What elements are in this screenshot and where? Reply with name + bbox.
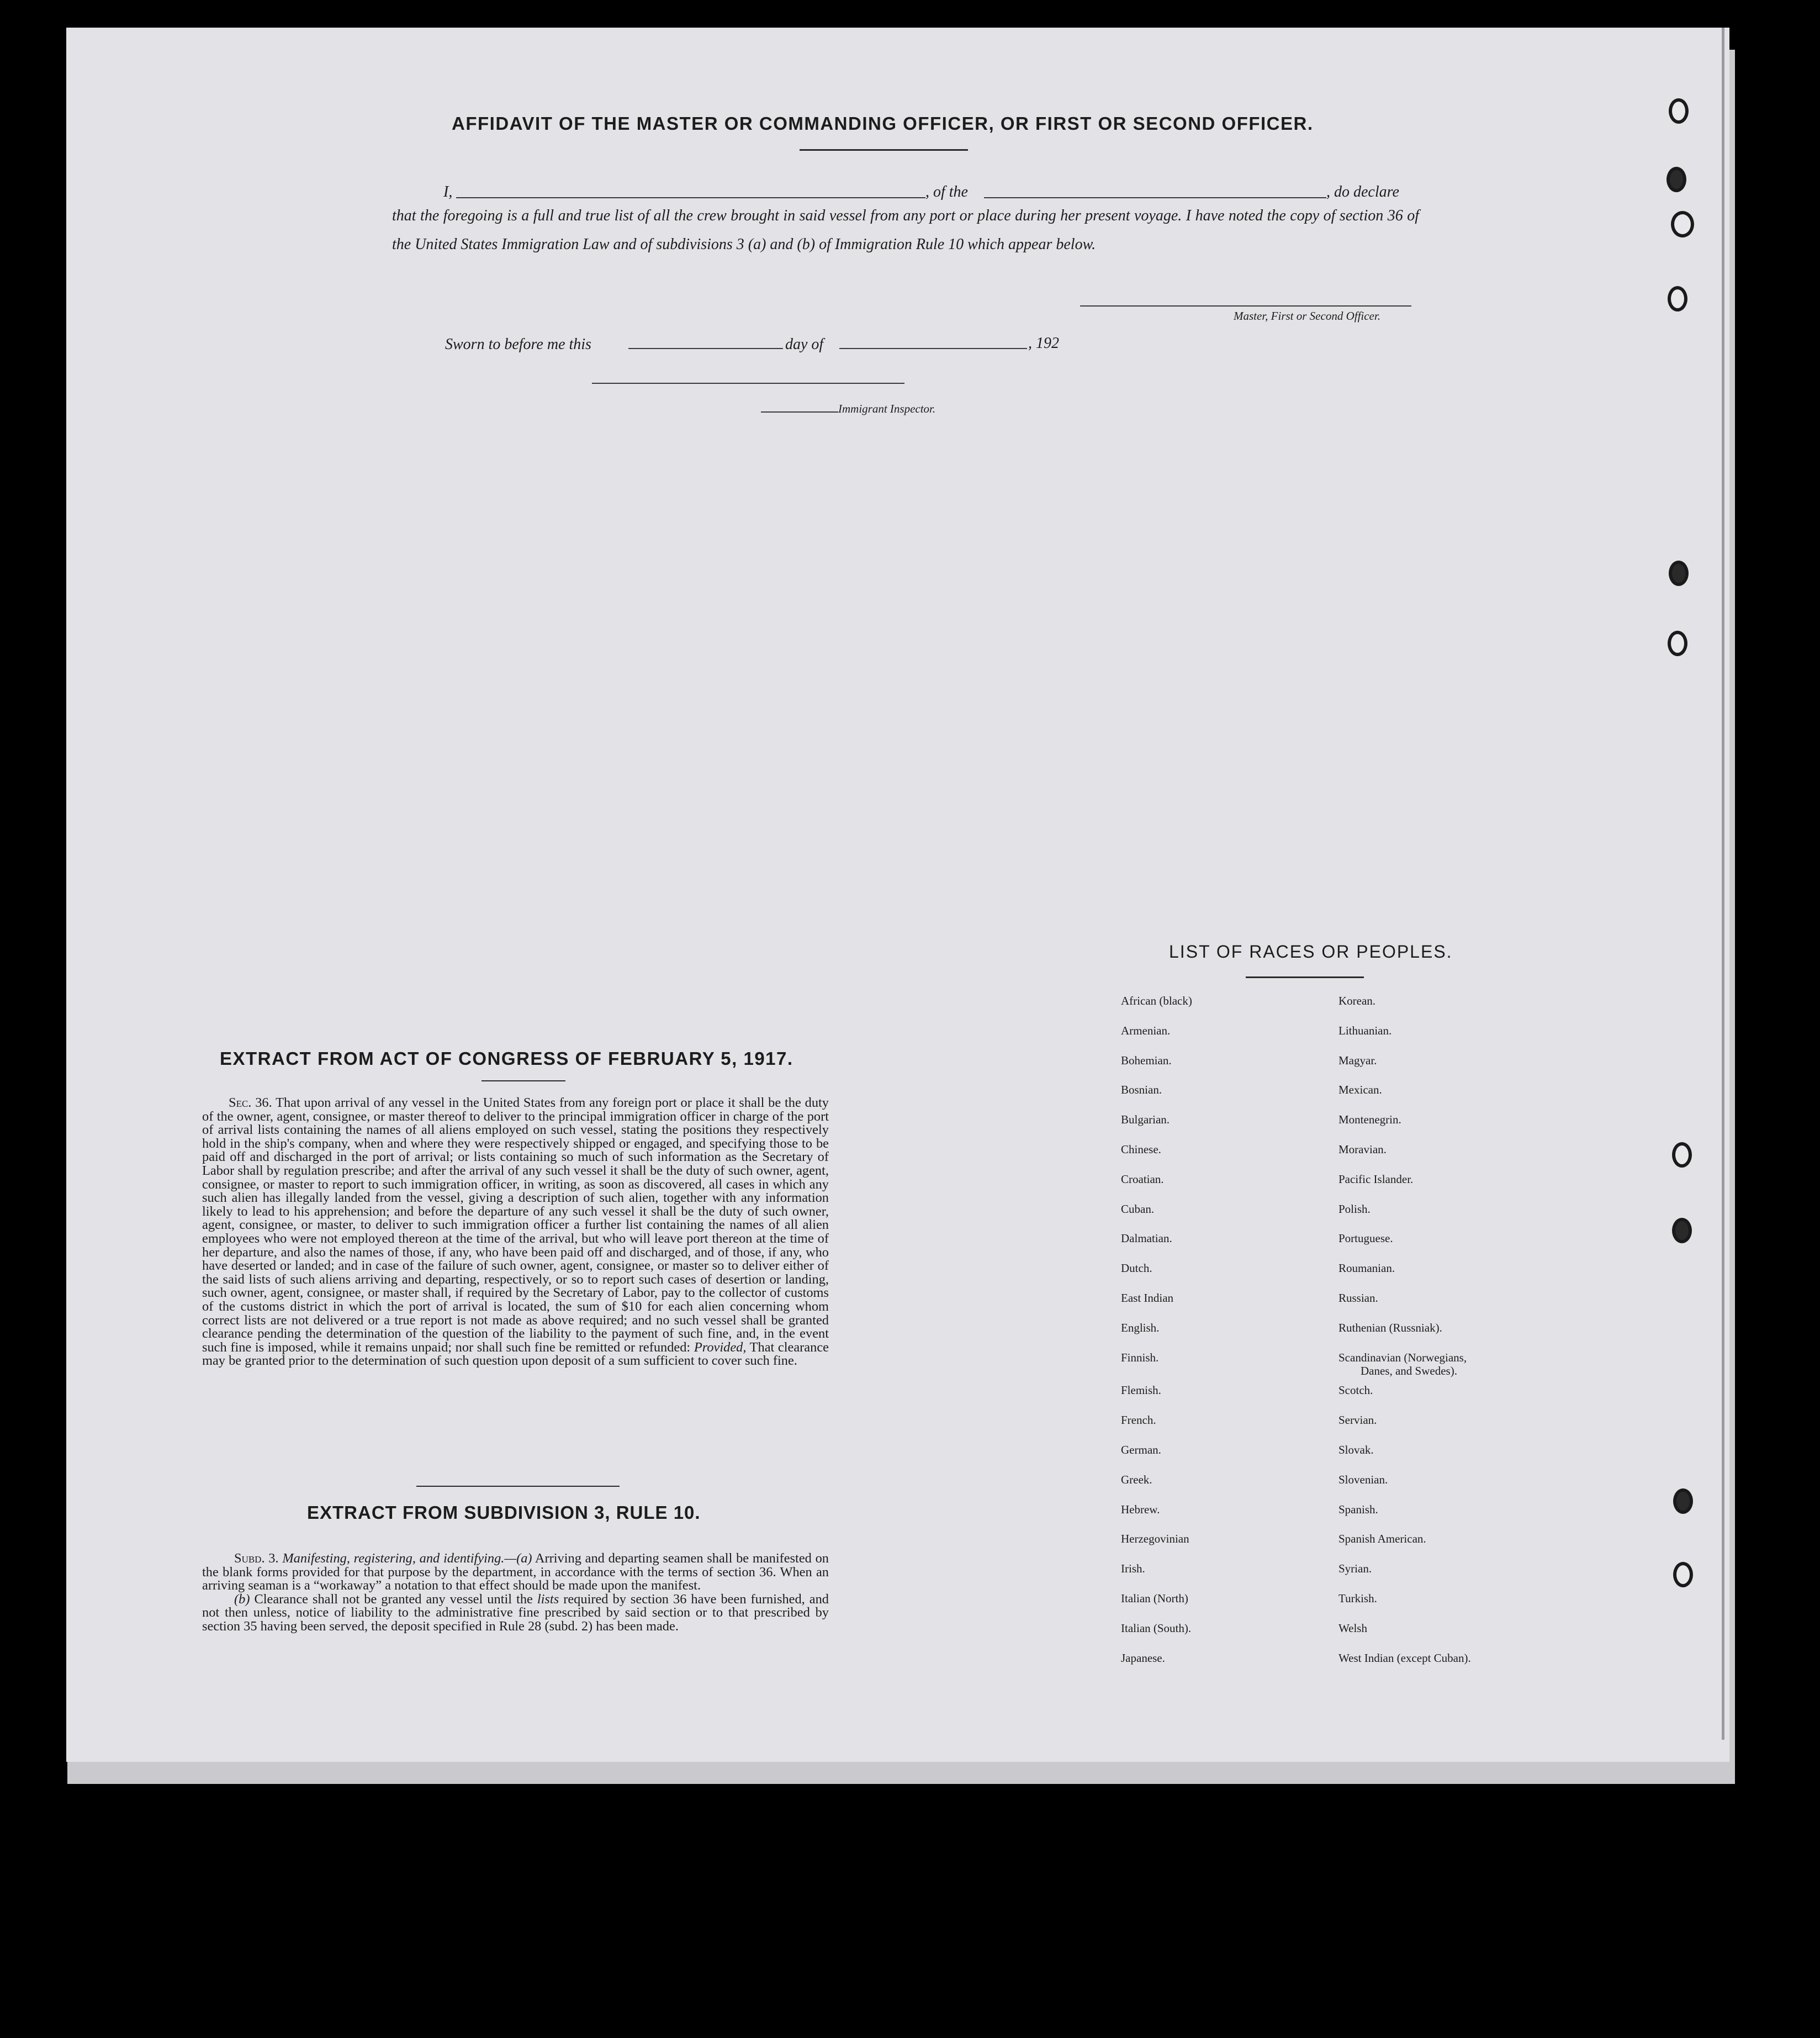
left-race-item: Flemish. [1121, 1384, 1161, 1397]
signature-line [1080, 305, 1411, 307]
do-declare-label: , do declare [1326, 183, 1399, 200]
right-race-item: Spanish. [1338, 1502, 1378, 1516]
right-race-item: Montenegrin. [1338, 1113, 1401, 1127]
right-race-item: Magyar. [1338, 1053, 1377, 1067]
inspector-short-line [761, 411, 838, 413]
para-b-1: Clearance shall not be granted any vessel until the [254, 1591, 533, 1607]
sec-body: That upon arrival of any vessel in the United States from any foreign port or place it shall be the duty of the owner, agent, consignee, or master thereof to deliver to the principal immigration officer in charge of the port of arrival lists containing the names of all aliens employed on such vessel, stating the positions they respectively hold in the ship's company, when and where they were respectively shipped or engaged, and specifying those to be paid off and discharged in the port of arrival; or lists containing so much of such information as the Secretary of Labor shall by regulation prescribe; and after the arrival of any such vessel it shall be the duty of such owner, agent, consignee, or master to report to such immigration officer, in writing, as soon as discovered, all cases in which any such alien has illegally landed from the vessel, giving a description of such alien, together with any information likely to lead to his apprehension; and before the departure of any such vessel it shall be the duty of such owner, agent, consignee, or master, to deliver to such immigration officer a further list containing the names of all alien employees who were not employed thereon at the time of the arrival, but who will leave port thereon at the time of her departure, and also the names of those, if any, who have been paid off and discharged, and of those, if any, who have deserted or landed; and in case of the failure of such owner, agent, consignee, or master so to deliver either of the said lists of such aliens arriving and departing, respectively, or so to report such cases of desertion or landing, such owner, agent, consignee, or master shall, if required by the Secretary of Labor, pay to the collector of customs of the customs district in which the port of arrival is located, the sum of $10 for each alien concerning whom correct lists are not delivered or a true report is not made as above required; and no such vessel shall be granted clearance pending the determination of the question of the liability to the payment of such fine, and, in the event such fine is imposed, while it remains unpaid; nor shall such fine be remitted or refunded: [202, 1095, 829, 1355]
right-race-item: Spanish American. [1338, 1532, 1426, 1546]
left-race-item: Cuban. [1121, 1202, 1155, 1216]
right-race-item: Pacific Islander. [1338, 1172, 1414, 1186]
right-race-item: Korean. [1338, 994, 1376, 1007]
left-race-item: East Indian [1121, 1291, 1174, 1305]
binder-hole [1673, 1562, 1693, 1587]
right-race-item: Turkish. [1338, 1592, 1377, 1605]
right-race-item: West Indian (except Cuban). [1338, 1651, 1471, 1665]
right-race-item: Slovenian. [1338, 1472, 1388, 1486]
rule-extract-title: EXTRACT FROM SUBDIVISION 3, RULE 10. [307, 1502, 701, 1523]
section-divider [416, 1486, 620, 1487]
left-race-item: Bosnian. [1121, 1083, 1162, 1097]
page-edge [1722, 28, 1724, 1740]
left-race-item: English. [1121, 1321, 1160, 1334]
right-race-item: Portuguese. [1338, 1232, 1393, 1245]
left-race-item: Greek. [1121, 1472, 1152, 1486]
left-race-item: Hebrew. [1121, 1502, 1160, 1516]
lists-word: lists [537, 1591, 559, 1607]
left-race-item: Italian (South). [1121, 1621, 1192, 1635]
left-race-item: Armenian. [1121, 1023, 1171, 1037]
left-race-item: Finnish. [1121, 1350, 1159, 1364]
inspector-caption: Immigrant Inspector. [838, 402, 936, 415]
day-of-label: day of [785, 336, 824, 353]
binder-hole [1669, 561, 1689, 586]
left-race-item: Dutch. [1121, 1261, 1152, 1275]
binder-hole [1668, 286, 1687, 311]
races-title-underline [1246, 976, 1364, 978]
left-race-item: Chinese. [1121, 1143, 1161, 1156]
left-race-item: Irish. [1121, 1562, 1145, 1576]
right-race-item: Scotch. [1338, 1384, 1373, 1397]
left-race-item: Herzegovinian [1121, 1532, 1189, 1546]
i-label: I, [443, 183, 453, 200]
affidavit-text: that the foregoing is a full and true list of all the crew brought in said vessel from any port or place during her present voyage. I have noted the copy of section 36 of the United States Immigration Law and of subdivisions 3 (a) and (b) of Immigration Rule 10 which appear below. [392, 207, 1419, 253]
right-race-item: Polish. [1338, 1202, 1371, 1216]
of-the-label: , of the [925, 183, 968, 200]
right-race-item: Servian. [1338, 1413, 1377, 1427]
month-line [839, 348, 1027, 349]
section-36-text [202, 1096, 829, 1368]
left-race-item: Italian (North) [1121, 1592, 1188, 1605]
day-line [628, 348, 783, 349]
subd-label: Subd. 3. [234, 1551, 279, 1566]
title-underline [800, 149, 968, 151]
sworn-label: Sworn to before me this [445, 336, 591, 353]
right-race-item: Moravian. [1338, 1143, 1387, 1156]
right-race-item: Mexican. [1338, 1083, 1382, 1097]
right-race-item: Syrian. [1338, 1562, 1372, 1576]
sec-label: Sec. 36. [229, 1095, 272, 1110]
name-line [456, 197, 925, 198]
right-race-item: Slovak. [1338, 1443, 1374, 1456]
binder-hole [1668, 631, 1687, 656]
left-race-item: Croatian. [1121, 1172, 1164, 1186]
left-race-item: Japanese. [1121, 1651, 1165, 1665]
right-race-item: Welsh [1338, 1621, 1367, 1635]
act-extract-title: EXTRACT FROM ACT OF CONGRESS OF FEBRUARY 5, 1917. [220, 1048, 793, 1069]
act-title-underline [482, 1080, 565, 1081]
document-page [66, 28, 1729, 1762]
subdivision-3-text [202, 1552, 829, 1634]
affidavit-title: AFFIDAVIT OF THE MASTER OR COMMANDING OFFICER, OR FIRST OR SECOND OFFICER. [452, 113, 1314, 134]
para-b-2: required by section 36 have been furnished, and not then unless, notice of liability to the administrative fine prescribed by said section or to that prescribed by section 35 having been served, the deposit specified in Rule 28 (subd. 2) has been made. [202, 1591, 829, 1634]
binder-hole [1673, 1488, 1693, 1514]
left-race-item: Bohemian. [1121, 1053, 1172, 1067]
binder-hole [1671, 211, 1694, 237]
inspector-line [592, 383, 904, 384]
para-a: Arriving and departing seamen shall be manifested on the blank forms provided for that purpose by the department, in accordance with the terms of section 36. When an arriving seaman is a “workaway” a notation to that effect should be made upon the manifest. [202, 1551, 829, 1593]
year-label: , 192 [1028, 335, 1059, 352]
left-race-item: African (black) [1121, 994, 1192, 1007]
left-race-item: Dalmatian. [1121, 1232, 1172, 1245]
right-race-item: Lithuanian. [1338, 1023, 1392, 1037]
subd-heading: Manifesting, registering, and identifying.—(a) [282, 1551, 532, 1566]
race-item-continuation: Danes, and Swedes). [1361, 1364, 1457, 1377]
signature-caption: Master, First or Second Officer. [1234, 309, 1380, 323]
provided-label: Provided, [694, 1339, 747, 1355]
races-title: LIST OF RACES OR PEOPLES. [1169, 942, 1453, 962]
right-race-item: Roumanian. [1338, 1261, 1395, 1275]
right-race-item: Ruthenian (Russniak). [1338, 1321, 1442, 1334]
left-race-item: German. [1121, 1443, 1161, 1456]
right-race-item: Scandinavian (Norwegians, [1338, 1350, 1467, 1364]
binder-hole [1672, 1142, 1692, 1168]
binder-hole [1672, 1218, 1692, 1243]
b-label: (b) [234, 1591, 250, 1607]
sec-body-end: That clearance may be granted prior to the determination of such question upon deposit of a sum sufficient to cover such fine. [202, 1339, 829, 1369]
binder-hole [1666, 167, 1686, 192]
binder-hole [1669, 98, 1689, 124]
vessel-line [984, 197, 1326, 198]
right-race-item: Russian. [1338, 1291, 1378, 1305]
left-race-item: Bulgarian. [1121, 1113, 1170, 1127]
left-race-item: French. [1121, 1413, 1156, 1427]
